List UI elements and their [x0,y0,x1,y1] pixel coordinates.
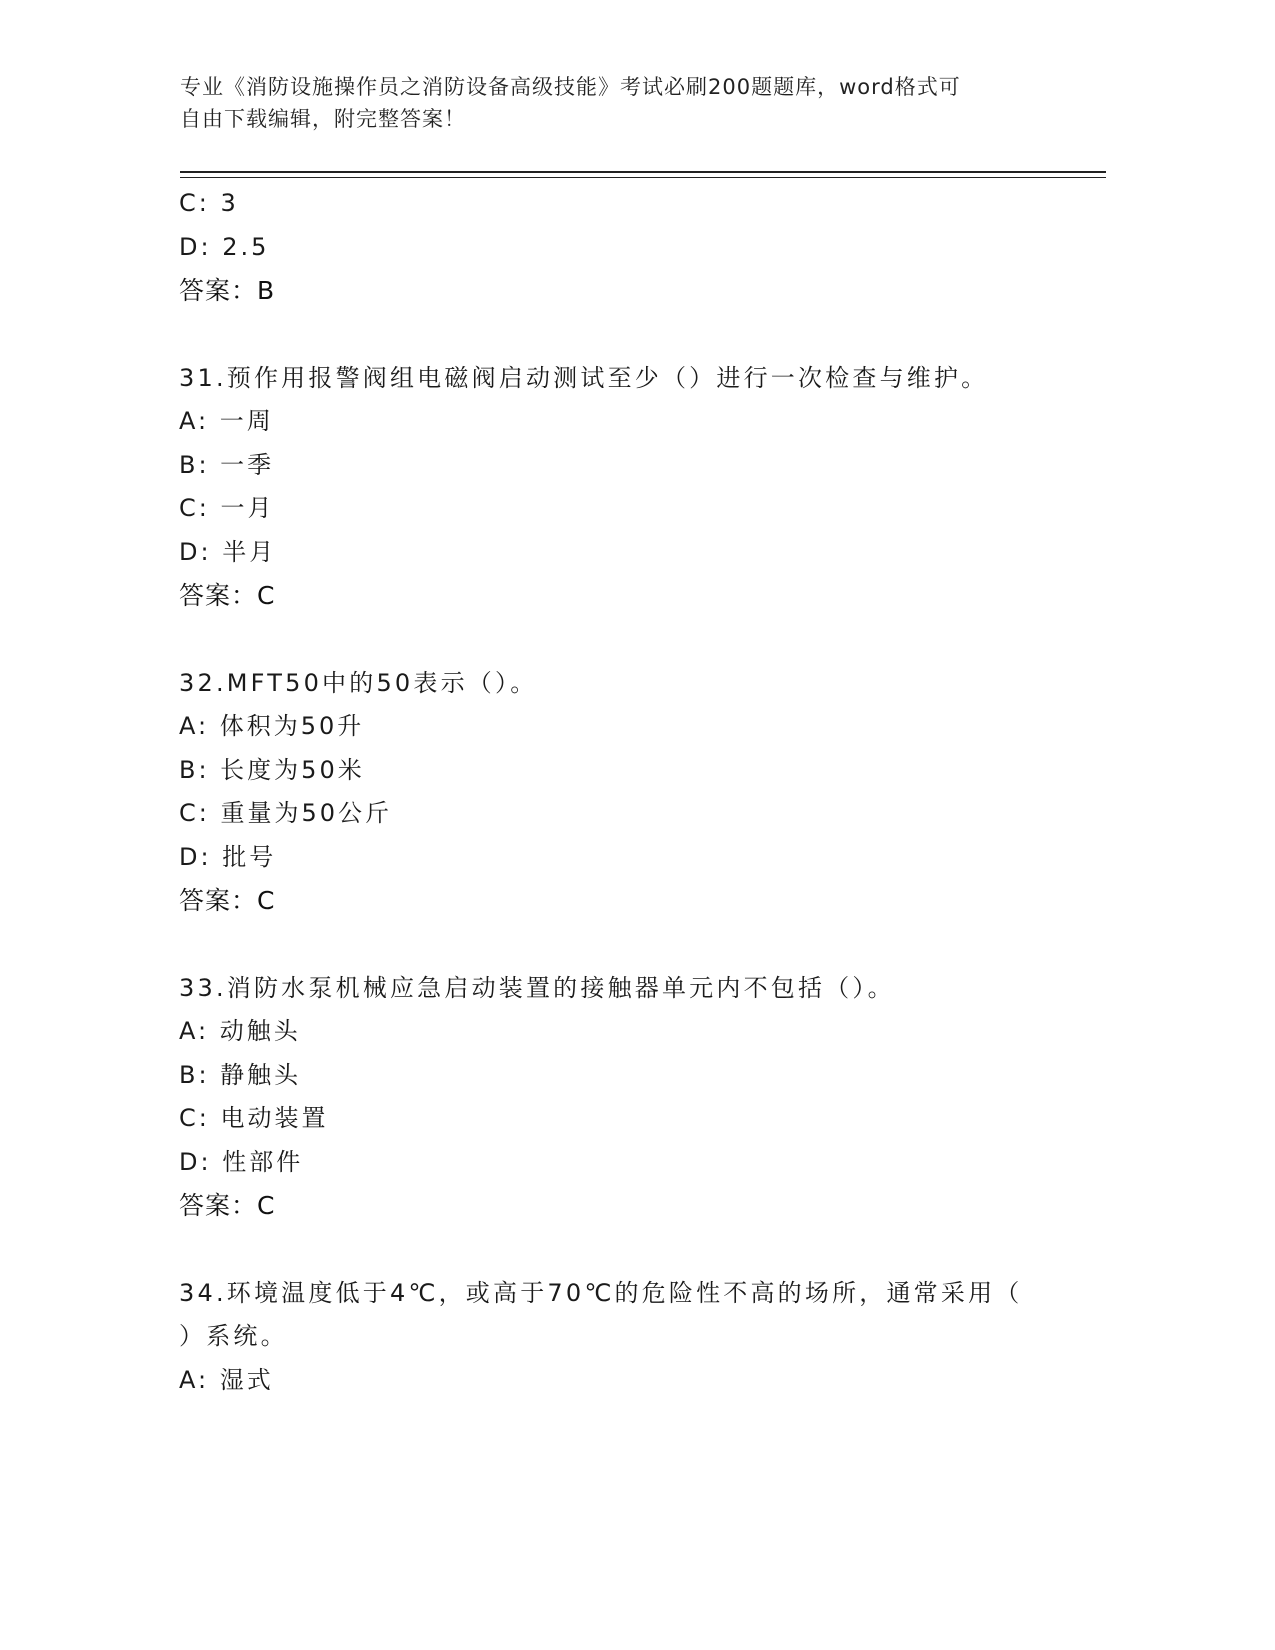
question-text: 33.消防水泵机械应急启动装置的接触器单元内不包括（）。 [179,973,895,1002]
option-c: C: 3 [179,189,239,217]
question-content [179,182,1079,1402]
document-header [180,71,1060,135]
option-a: A: 湿式 [179,1365,274,1394]
question-text: 31.预作用报警阀组电磁阀启动测试至少（）进行一次检查与维护。 [179,363,989,392]
option-d: D: 2.5 [179,232,270,261]
answer-line: 答案：B [179,276,276,305]
option-d: D: 半月 [179,537,277,566]
question-block-33 [179,967,1079,1228]
header-line-1: 专业《消防设施操作员之消防设备高级技能》考试必刷200题题库，word格式可 [180,75,961,99]
question-text-line-1: 34.环境温度低于4℃，或高于70℃的危险性不高的场所，通常采用（ [179,1278,1023,1307]
header-divider-thick [180,171,1106,173]
option-a: A: 体积为50升 [179,712,365,740]
previous-question-block [179,182,1079,313]
option-d: D: 批号 [179,842,277,871]
question-block-31 [179,357,1079,618]
answer-line: 答案：C [179,886,276,915]
question-block-32 [179,662,1079,923]
option-b: B: 一季 [179,450,275,479]
option-c: C: 重量为50公斤 [179,799,393,827]
spacer [179,618,1079,662]
option-d: D: 性部件 [179,1147,304,1176]
spacer [179,313,1079,357]
header-line-2: 自由下载编辑，附完整答案！ [180,107,466,131]
question-text-line-2: ）系统。 [179,1322,288,1350]
header-divider-thin [180,177,1106,178]
question-block-34 [179,1272,1079,1403]
spacer [179,1228,1079,1272]
spacer [179,923,1079,967]
answer-line: 答案：C [179,1191,276,1220]
option-c: C: 电动装置 [179,1104,329,1132]
option-b: B: 长度为50米 [179,755,365,784]
option-b: B: 静触头 [179,1060,302,1089]
option-c: C: 一月 [179,494,275,522]
option-a: A: 动触头 [179,1017,301,1045]
answer-line: 答案：C [179,581,276,610]
option-a: A: 一周 [179,407,274,435]
question-text: 32.MFT50中的50表示（）。 [179,668,538,697]
